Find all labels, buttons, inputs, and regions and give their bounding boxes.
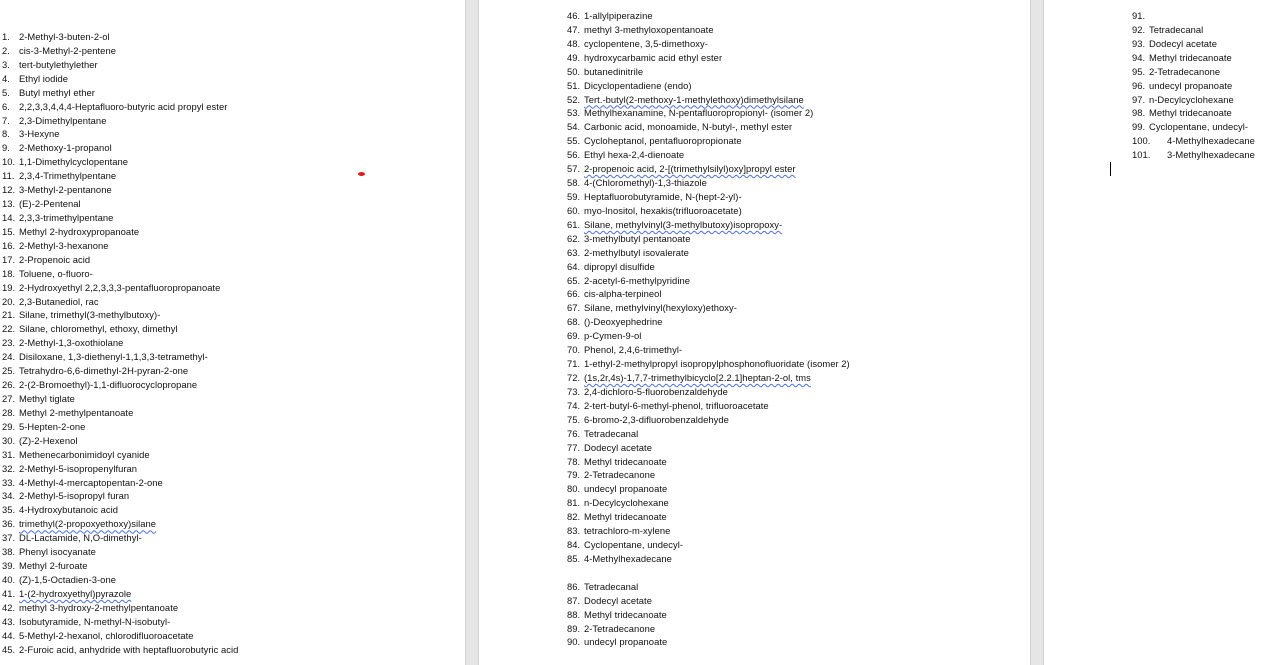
list-item: 1. 2-Methyl-3-buten-2-ol: [2, 31, 110, 42]
list-item: 86. Tetradecanal: [567, 580, 639, 592]
list-item: 15. Methyl 2-hydroxypropanoate: [2, 225, 140, 237]
list-item: 61. Silane, methylvinyl(3-methylbutoxy)isopropoxy-: [567, 218, 783, 230]
spellcheck-underline: (1s,2r,4s)-1,7,7-trimethylbicyclo[2.2.1]heptan-2-ol, tms: [584, 371, 811, 383]
list-item: 7. 2,3-Dimethylpentane: [2, 114, 107, 126]
red-ink-mark: [358, 172, 365, 176]
list-item: 42. methyl 3-hydroxy-2-methylpentanoate: [2, 601, 179, 613]
list-item: 9. 2-Methoxy-1-propanol: [2, 142, 112, 154]
list-item: 31. Methenecarbonimidoyl cyanide: [2, 448, 150, 460]
list-item: 93. Dodecyl acetate: [1132, 37, 1217, 49]
list-item: 45. 2-Furoic acid, anhydride with heptafluorobutyric acid: [2, 643, 239, 655]
list-item: 10. 1,1-Dimethylcyclopentane: [2, 156, 129, 168]
list-item: 21. Silane, trimethyl(3-methylbutoxy)-: [2, 309, 161, 321]
list-item: 13. (E)-2-Pentenal: [2, 198, 81, 210]
list-item: 81. n-Decylcyclohexane: [567, 497, 669, 509]
list-item: 70. Phenol, 2,4,6-trimethyl-: [567, 344, 683, 356]
list-item: 68. ()-Deoxyephedrine: [567, 316, 663, 328]
list-item: 98. Methyl tridecanoate: [1132, 107, 1232, 119]
blank-line: [567, 566, 850, 580]
list-item: 26. 2-(2-Bromoethyl)-1,1-difluorocyclopropane: [2, 379, 198, 391]
list-item: 76. Tetradecanal: [567, 427, 639, 439]
list-item: 23. 2-Methyl-1,3-oxothiolane: [2, 337, 124, 349]
list-item: 12. 3-Methyl-2-pentanone: [2, 184, 112, 196]
list-item: 95. 2-Tetradecanone: [1132, 65, 1221, 77]
list-item: 22. Silane, chloromethyl, ethoxy, dimethyl: [2, 323, 178, 335]
list-item: 99. Cyclopentane, undecyl-: [1132, 121, 1249, 133]
list-item: 4. Ethyl iodide: [2, 72, 69, 84]
list-item: 75. 6-bromo-2,3-difluorobenzaldehyde: [567, 413, 729, 425]
list-item: 82. Methyl tridecanoate: [567, 511, 667, 523]
list-item: 65. 2-acetyl-6-methylpyridine: [567, 274, 690, 286]
list-item: 39. Methyl 2-furoate: [2, 560, 88, 572]
list-item: 46. 1-allylpiperazine: [567, 10, 653, 21]
list-item: 67. Silane, methylvinyl(hexyloxy)ethoxy-: [567, 302, 737, 314]
list-item: 49. hydroxycarbamic acid ethyl ester: [567, 51, 723, 63]
list-item: 11. 2,3,4-Trimethylpentane: [2, 170, 117, 182]
spellcheck-underline: Tert.-butyl(2-methoxy-1-methylethoxy)dimethylsilane: [584, 93, 804, 105]
list-item: 83. tetrachloro-m-xylene: [567, 525, 671, 537]
list-item: 25. Tetrahydro-6,6-dimethyl-2H-pyran-2-one: [2, 365, 189, 377]
list-item: 92. Tetradecanal: [1132, 23, 1204, 35]
list-item: 34. 2-Methyl-5-isopropyl furan: [2, 490, 130, 502]
list-item: 38. Phenyl isocyanate: [2, 546, 96, 558]
spellcheck-underline: 2-propenoic acid, 2-[(trimethylsilyl)oxy]propyl ester: [584, 163, 796, 175]
list-item: 47. methyl 3-methyloxopentanoate: [567, 23, 714, 35]
list-item: 87. Dodecyl acetate: [567, 594, 652, 606]
list-item: 56. Ethyl hexa-2,4-dienoate: [567, 149, 685, 161]
list-item: 94. Methyl tridecanoate: [1132, 51, 1232, 63]
page-gap: [465, 0, 479, 665]
list-item: 17. 2-Propenoic acid: [2, 253, 91, 265]
list-item: 96. undecyl propanoate: [1132, 79, 1233, 91]
list-item: 71. 1-ethyl-2-methylpropyl isopropylphosphonofluoridate (isomer 2): [567, 358, 850, 370]
list-item: 3. tert-butylethylether: [2, 58, 98, 70]
list-item: 33. 4-Methyl-4-mercaptopentan-2-one: [2, 476, 163, 488]
list-item: 18. Toluene, o-fluoro-: [2, 267, 93, 279]
list-item: 30. (Z)-2-Hexenol: [2, 434, 78, 446]
list-item: 41. 1-(2-hydroxyethyl)pyrazole: [2, 587, 132, 599]
list-item: 14. 2,3,3-trimethylpentane: [2, 211, 114, 223]
spellcheck-underline: 1-(2-hydroxyethyl)pyrazole: [19, 587, 132, 599]
list-item: 6. 2,2,3,3,4,4,4-Heptafluoro-butyric acid propyl ester: [2, 100, 228, 112]
list-item: 73. 2,4-dichloro-5-fluorobenzaldehyde: [567, 385, 728, 397]
list-item: 36. trimethyl(2-propoxyethoxy)silane: [2, 518, 157, 530]
list-item: 20. 2,3-Butanediol, rac: [2, 295, 99, 307]
list-item: 55. Cycloheptanol, pentafluoropropionate: [567, 135, 742, 147]
list-item: 58. 4-(Chloromethyl)-1,3-thiazole: [567, 177, 707, 189]
list-item: 19. 2-Hydroxyethyl 2,2,3,3,3-pentafluoropropanoate: [2, 281, 221, 293]
list-item: 50. butanedinitrile: [567, 65, 644, 77]
list-item: 35. 4-Hydroxybutanoic acid: [2, 504, 119, 516]
list-item: 64. dipropyl disulfide: [567, 260, 655, 272]
list-item: 80. undecyl propanoate: [567, 483, 668, 495]
list-item: 89. 2-Tetradecanone: [567, 622, 656, 634]
list-item: 59. Heptafluorobutyramide, N-(hept-2-yl)-: [567, 190, 742, 202]
list-item: 52. Tert.-butyl(2-methoxy-1-methylethoxy)dimethylsilane: [567, 93, 804, 105]
spellcheck-underline: trimethyl(2-propoxyethoxy)silane: [19, 518, 157, 530]
list-item: 43. Isobutyramide, N-methyl-N-isobutyl-: [2, 615, 171, 627]
list-item: 24. Disiloxane, 1,3-diethenyl-1,1,3,3-tetramethyl-: [2, 351, 208, 363]
list-item: 51. Dicyclopentadiene (endo): [567, 79, 692, 91]
list-item: 62. 3-methylbutyl pentanoate: [567, 232, 691, 244]
list-item: 74. 2-tert-butyl-6-methyl-phenol, trifluoroacetate: [567, 399, 769, 411]
text-cursor: [1110, 162, 1111, 176]
list-item: 85. 4-Methylhexadecane: [567, 552, 672, 564]
list-item: 28. Methyl 2-methylpentanoate: [2, 406, 134, 418]
list-item: 27. Methyl tiglate: [2, 392, 75, 404]
compound-list-page-3: [1132, 9, 1255, 162]
list-item: 53. Methylhexanamine, N-pentafluoropropionyl- (isomer 2): [567, 107, 814, 119]
list-item: 8. 3-Hexyne: [2, 128, 60, 140]
list-item: 48. cyclopentene, 3,5-dimethoxy-: [567, 37, 708, 49]
list-item: 69. p-Cymen-9-ol: [567, 330, 642, 342]
list-item: 54. Carbonic acid, monoamide, N-butyl-, methyl ester: [567, 121, 793, 133]
list-item: 84. Cyclopentane, undecyl-: [567, 539, 684, 551]
list-item: 77. Dodecyl acetate: [567, 441, 652, 453]
compound-list-page-1: [2, 30, 238, 656]
list-item: 66. cis-alpha-terpineol: [567, 288, 662, 300]
list-item: 78. Methyl tridecanoate: [567, 455, 667, 467]
list-item: 29. 5-Hepten-2-one: [2, 420, 86, 432]
list-item: 2. cis-3-Methyl-2-pentene: [2, 44, 116, 56]
list-item: 79. 2-Tetradecanone: [567, 469, 656, 481]
list-item: 40. (Z)-1,5-Octadien-3-one: [2, 573, 116, 585]
page-gap: [1030, 0, 1044, 665]
spellcheck-underline: Silane, methylvinyl(3-methylbutoxy)isopropoxy-: [584, 218, 783, 230]
list-item: 63. 2-methylbutyl isovalerate: [567, 246, 689, 258]
list-item: 90. undecyl propanoate: [567, 636, 668, 648]
list-item: 44. 5-Methyl-2-hexanol, chlorodifluoroacetate: [2, 629, 194, 641]
list-item: 91.: [1132, 10, 1146, 21]
list-item: 16. 2-Methyl-3-hexanone: [2, 239, 109, 251]
list-item: 72. (1s,2r,4s)-1,7,7-trimethylbicyclo[2.2.1]heptan-2-ol, tms: [567, 371, 811, 383]
list-item: 32. 2-Methyl-5-isopropenylfuran: [2, 462, 138, 474]
list-item: 57. 2-propenoic acid, 2-[(trimethylsilyl)oxy]propyl ester: [567, 163, 796, 175]
list-item: 60. myo-Inositol, hexakis(trifluoroacetate): [567, 204, 742, 216]
list-item: 5. Butyl methyl ether: [2, 86, 95, 98]
list-item: 100. 4-Methylhexadecane: [1132, 135, 1255, 147]
list-item: 97. n-Decylcyclohexane: [1132, 93, 1234, 105]
list-item: 37. DL-Lactamide, N,O-dimethyl-: [2, 532, 142, 544]
list-item: 88. Methyl tridecanoate: [567, 608, 667, 620]
compound-list-page-2: [567, 9, 850, 649]
list-item: 101. 3-Methylhexadecane: [1132, 149, 1255, 161]
